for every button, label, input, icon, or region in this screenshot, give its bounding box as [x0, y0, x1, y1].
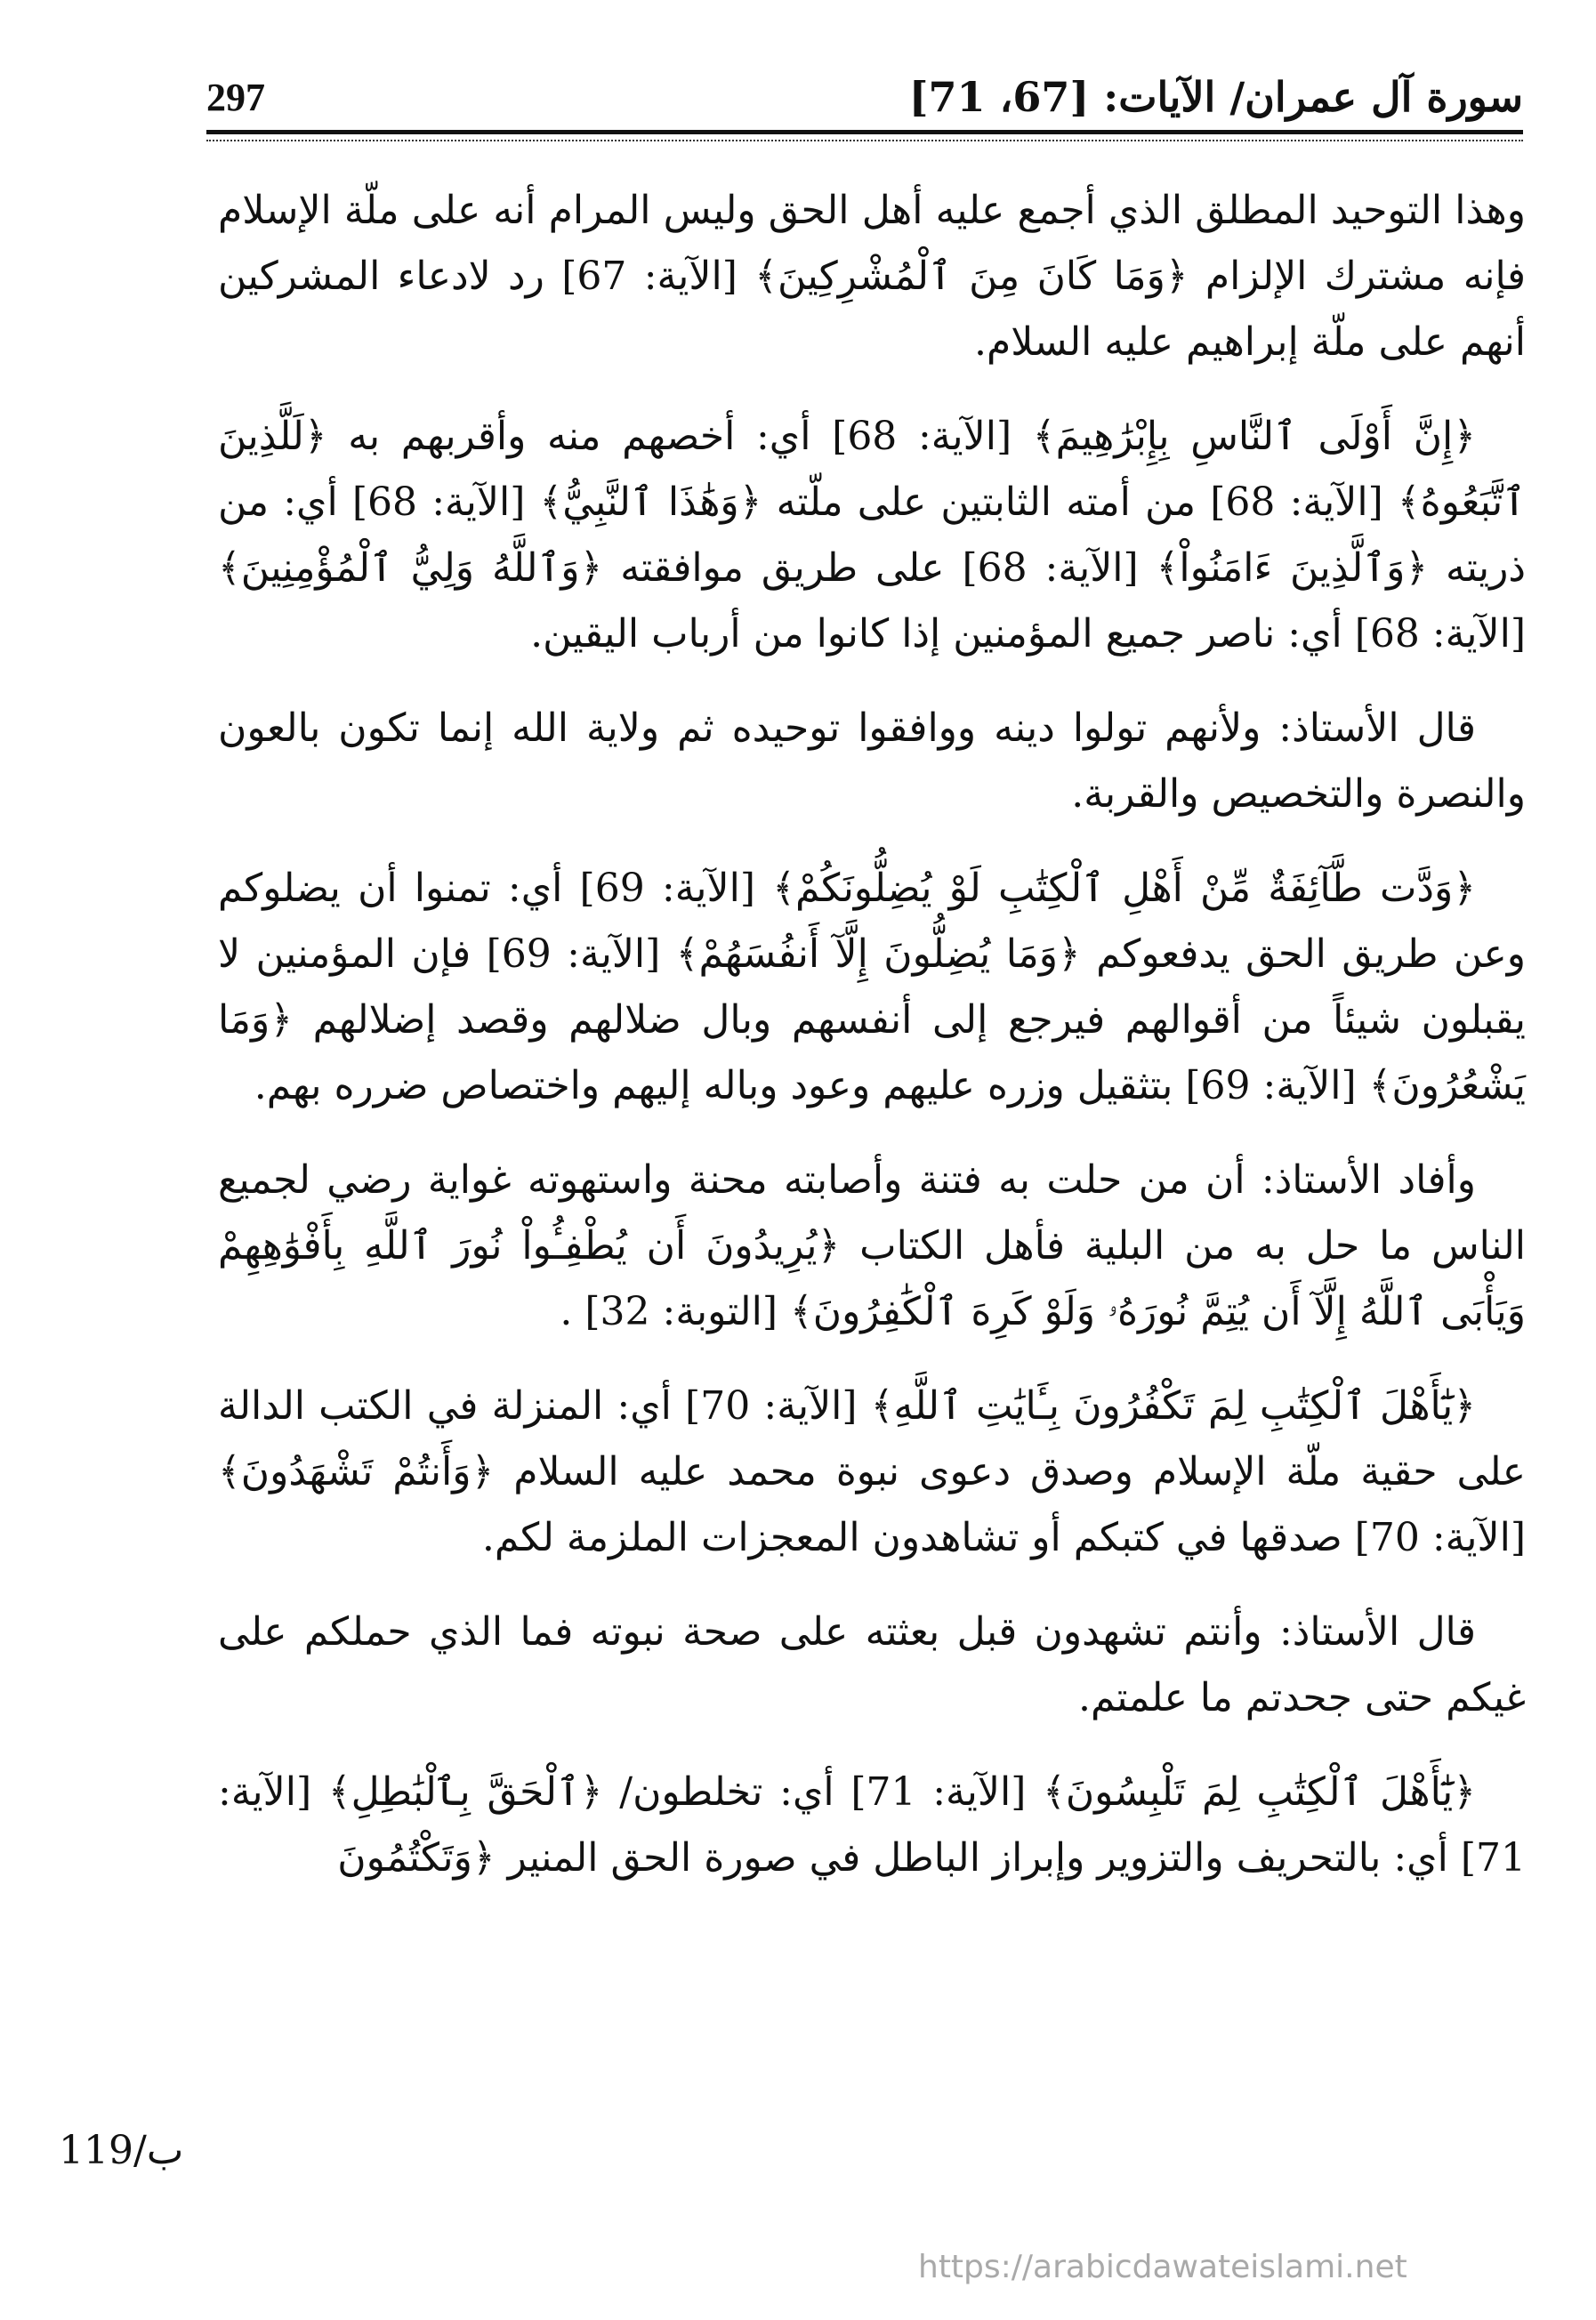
paragraph-1: وهذا التوحيد المطلق الذي أجمع عليه أهل الحق وليس المرام أنه على ملّة الإسلام فإنه مشترك الإلزام ﴿وَمَا كَانَ مِنَ ٱلْمُشْرِكِينَ﴾ [الآية: 67] رد لادعاء المشركين أنهم على ملّة إبراهيم عليه السلام. — [218, 188, 1527, 365]
page-header — [206, 73, 1523, 126]
paragraph-7: قال الأستاذ: وأنتم تشهدون قبل بعثته على صحة نبوته فما الذي حملكم على غيكم حتى جحدتم ما علمتم. — [218, 1609, 1526, 1720]
paragraph-2: ﴿إِنَّ أَوْلَى ٱلنَّاسِ بِإِبْرَٰهِيمَ﴾ [الآية: 68] أي: أخصهم منه وأقربهم به ﴿لَلَّذِينَ ٱتَّبَعُوهُ﴾ [الآية: 68] من أمته الثابتين على ملّته ﴿وَهَٰذَا ٱلنَّبِيُّ﴾ [الآية: 68] أي: من ذريته ﴿وَٱلَّذِينَ ءَامَنُواْ﴾ [الآية: 68] على طريق موافقته ﴿وَٱللَّهُ وَلِيُّ ٱلْمُؤْمِنِينَ﴾ [الآية: 68] أي: ناصر جميع المؤمنين إذا كانوا من أرباب اليقين. — [218, 414, 1526, 657]
paragraph-5: وأفاد الأستاذ: أن من حلت به فتنة وأصابته محنة واستهوته غواية رضي لجميع الناس ما حل به من البلية فأهل الكتاب ﴿يُرِيدُونَ أَن يُطْفِـُٔواْ نُورَ ٱللَّهِ بِأَفْوَٰهِهِمْ وَيَأْبَى ٱللَّهُ إِلَّآ أَن يُتِمَّ نُورَهُۥ وَلَوْ كَرِهَ ٱلْكَٰفِرُونَ﴾ [التوبة: 32] . — [218, 1157, 1526, 1334]
page-number: 297 — [206, 76, 265, 119]
watermark-url: https://arabicdawateislami.net — [918, 2249, 1407, 2285]
paragraph-8: ﴿يَٰٓأَهْلَ ٱلْكِتَٰبِ لِمَ تَلْبِسُونَ﴾ [الآية: 71] أي: تخلطون/ ﴿ٱلْحَقَّ بِٱلْبَٰطِلِ﴾ [الآية: 71] أي: بالتحريف والتزوير وإبراز الباطل في صورة الحق المنير ﴿وَتَكْتُمُونَ — [218, 1769, 1526, 1881]
paragraph-6: ﴿يَٰٓأَهْلَ ٱلْكِتَٰبِ لِمَ تَكْفُرُونَ بِـَٔايَٰتِ ٱللَّهِ﴾ [الآية: 70] أي: المنزلة في الكتب الدالة على حقية ملّة الإسلام وصدق دعوى نبوة محمد عليه السلام ﴿وَأَنتُمْ تَشْهَدُونَ﴾ [الآية: 70] صدقها في كتبكم أو تشاهدون المعجزات الملزمة لكم. — [218, 1383, 1526, 1560]
manuscript-folio-note: 119/ب — [59, 2128, 184, 2173]
running-title: سورة آل عمران/ الآيات: [67، 71] — [908, 73, 1523, 121]
page-body — [218, 178, 1526, 1920]
paragraph-3: قال الأستاذ: ولأنهم تولوا دينه ووافقوا توحيده ثم ولاية الله إنما تكون بالعون والنصرة والتخصيص والقربة. — [218, 705, 1526, 817]
paragraph-4: ﴿وَدَّت طَّآئِفَةٌ مِّنْ أَهْلِ ٱلْكِتَٰبِ لَوْ يُضِلُّونَكُمْ﴾ [الآية: 69] أي: تمنوا أن يضلوكم وعن طريق الحق يدفعوكم ﴿وَمَا يُضِلُّونَ إِلَّآ أَنفُسَهُمْ﴾ [الآية: 69] فإن المؤمنين لا يقبلون شيئاً من أقوالهم فيرجع إلى أنفسهم وبال ضلالهم وقصد إضلالهم ﴿وَمَا يَشْعُرُونَ﴾ [الآية: 69] بتثقيل وزره عليهم وعود وباله إليهم واختصاص ضرره بهم. — [218, 866, 1526, 1108]
header-rule-dotted — [206, 140, 1523, 141]
header-rule — [206, 130, 1523, 134]
